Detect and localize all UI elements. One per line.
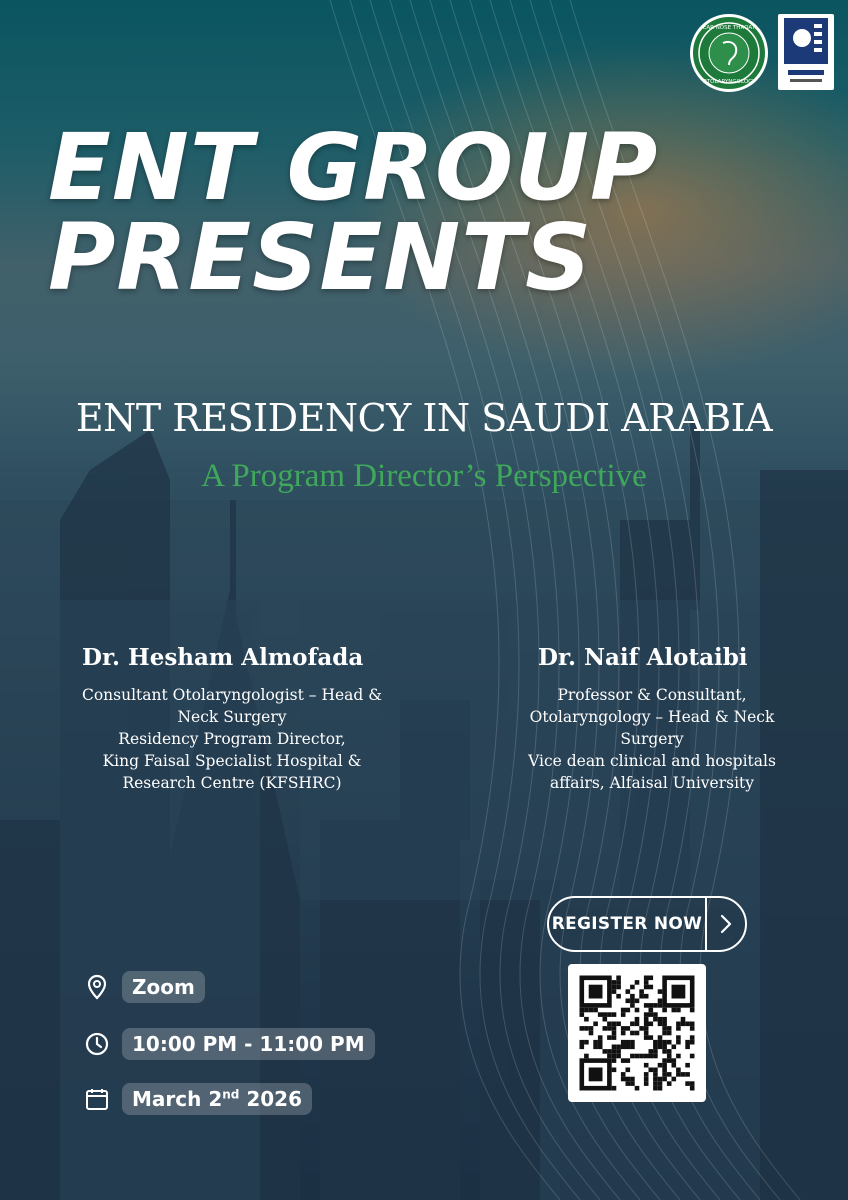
speaker-desc-line: Surgery: [620, 730, 684, 748]
clock-icon: [84, 1031, 110, 1057]
chevron-right-icon: [707, 913, 745, 935]
time-row: [84, 1028, 375, 1060]
date-year: 2026: [239, 1087, 303, 1111]
ent-group-logo: [690, 14, 768, 92]
calendar-icon: [84, 1086, 110, 1112]
speaker-desc-line: Vice dean clinical and hospitals: [528, 752, 776, 770]
svg-text:OTOLARYNGOLOGY: OTOLARYNGOLOGY: [702, 79, 756, 85]
speaker-desc-line: Otolaryngology – Head & Neck: [529, 708, 775, 726]
speaker-desc-line: King Faisal Specialist Hospital &: [102, 752, 362, 770]
alfaisal-university-logo: [778, 14, 834, 90]
headline-line-2: PRESENTS: [48, 204, 593, 311]
speaker-desc-line: Consultant Otolaryngologist – Head &: [81, 686, 383, 704]
location-pin-icon: [84, 974, 110, 1000]
location-value: Zoom: [122, 971, 205, 1003]
speaker-desc-line: affairs, Alfaisal University: [549, 774, 755, 792]
svg-text:EAR NOSE THROAT: EAR NOSE THROAT: [702, 25, 756, 31]
date-suffix-ordinal: nd: [222, 1087, 240, 1102]
speaker-desc-line: Neck Surgery: [177, 708, 287, 726]
speaker-name: Dr. Hesham Almofada: [82, 644, 364, 671]
location-row: [84, 971, 205, 1003]
date-row: [84, 1083, 312, 1115]
speaker-description: [512, 684, 792, 794]
register-now-button[interactable]: [547, 896, 747, 952]
event-subtitle: A Program Director’s Perspective: [201, 458, 647, 494]
speaker-description: [62, 684, 402, 794]
speaker-desc-line: Professor & Consultant,: [557, 686, 747, 704]
speaker-desc-line: Residency Program Director,: [118, 730, 346, 748]
registration-qr-code[interactable]: [568, 964, 706, 1102]
headline-line-1: ENT GROUP: [48, 114, 659, 221]
date-prefix: March 2: [132, 1087, 223, 1111]
speaker-desc-line: Research Centre (KFSHRC): [122, 774, 342, 792]
time-value: 10:00 PM - 11:00 PM: [122, 1028, 375, 1060]
event-title: ENT RESIDENCY IN SAUDI ARABIA: [75, 396, 773, 440]
date-value: [122, 1083, 312, 1115]
speaker-name: Dr. Naif Alotaibi: [538, 644, 748, 671]
register-now-label: REGISTER NOW: [551, 914, 703, 934]
